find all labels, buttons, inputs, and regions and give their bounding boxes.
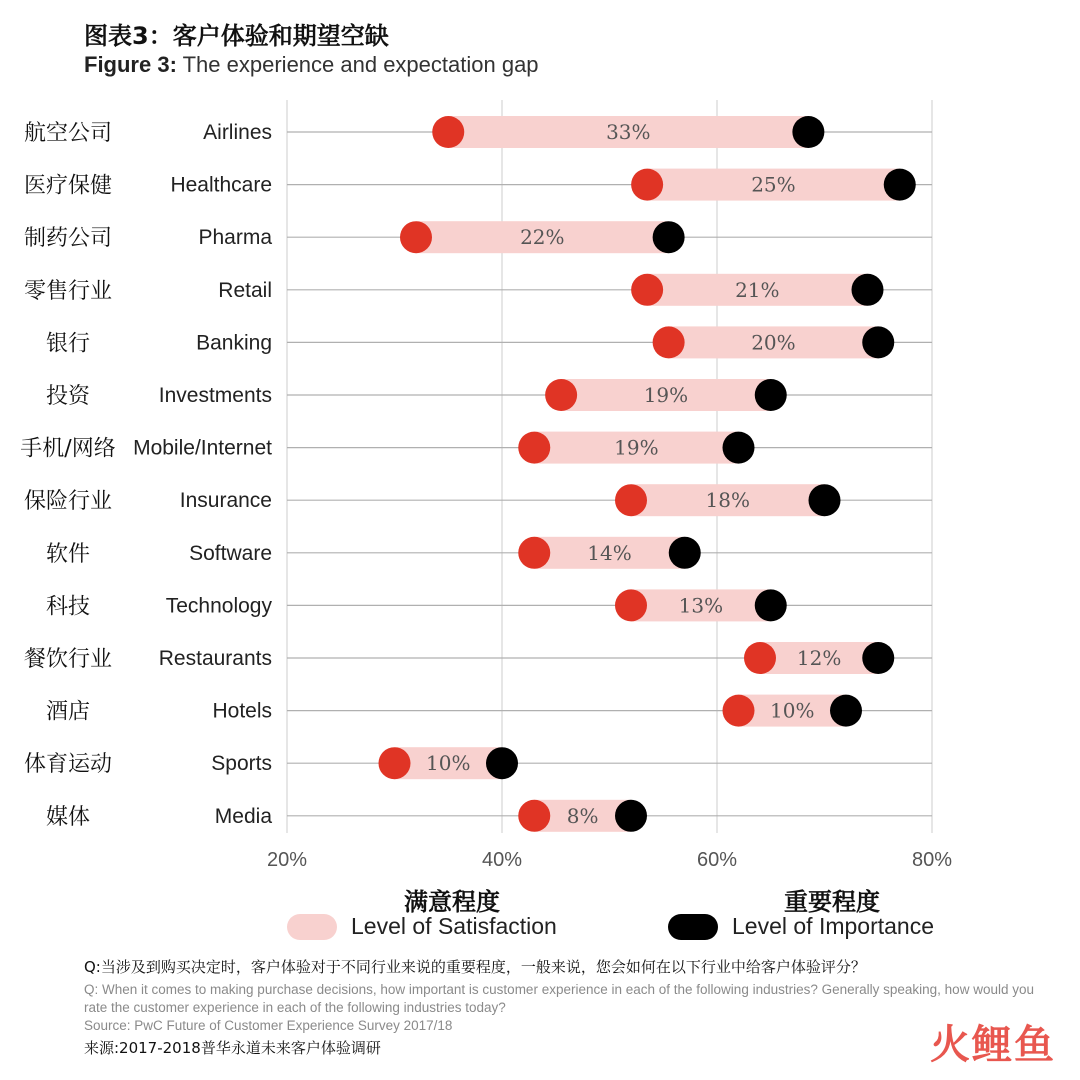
category-label-zh: 科技 <box>45 594 91 620</box>
gap-value-label: 25% <box>751 172 796 197</box>
category-label-zh: 医疗保健 <box>23 173 113 199</box>
gap-value-label: 13% <box>678 593 724 618</box>
category-label-zh: 酒店 <box>45 699 91 725</box>
gap-value-label: 19% <box>614 435 659 460</box>
category-label-zh: 手机/网络 <box>20 436 116 462</box>
gap-value-label: 8% <box>566 803 599 828</box>
importance-dot <box>669 537 701 569</box>
category-label-zh: 投资 <box>45 384 91 409</box>
category-label-en: Banking <box>196 331 272 355</box>
x-tick-label: 20% <box>266 849 308 871</box>
satisfaction-dot <box>432 116 464 148</box>
category-label-zh: 制药公司 <box>23 226 113 252</box>
source-en: Source: PwC Future of Customer Experience Survey 2017/18 <box>84 1018 453 1033</box>
category-label-en: Software <box>189 541 272 565</box>
category-label-en: Insurance <box>179 489 272 513</box>
importance-dot <box>755 589 787 621</box>
legend-importance-zh: 重要程度 <box>784 888 880 916</box>
importance-dot <box>755 379 787 411</box>
category-label-en: Restaurants <box>158 647 272 670</box>
legend-satisfaction-zh: 满意程度 <box>404 888 500 916</box>
legend-swatch-satisfaction <box>287 914 337 940</box>
gap-value-label: 20% <box>751 330 796 355</box>
category-label-en: Airlines <box>203 121 272 144</box>
importance-dot <box>884 169 916 201</box>
category-label-zh: 软件 <box>45 541 91 567</box>
gap-value-label: 19% <box>643 383 689 407</box>
category-label-en: Sports <box>211 752 272 776</box>
category-label-zh: 保险行业 <box>23 489 113 515</box>
category-label-zh: 航空公司 <box>23 121 113 146</box>
satisfaction-dot <box>615 589 647 621</box>
category-label-en: Mobile/Internet <box>133 436 272 460</box>
gap-value-label: 10% <box>426 751 471 776</box>
chart-title-zh: 图表3：客户体验和期望空缺 <box>84 22 389 50</box>
importance-dot <box>653 221 685 253</box>
brand-watermark: 火鲤鱼 <box>930 1022 1056 1068</box>
legend-item-importance <box>668 913 934 940</box>
satisfaction-dot <box>723 695 755 727</box>
legend-swatch-importance <box>668 914 718 940</box>
satisfaction-dot <box>518 537 550 569</box>
importance-dot <box>615 800 647 832</box>
satisfaction-dot <box>545 379 577 411</box>
importance-dot <box>809 484 841 516</box>
satisfaction-dot <box>615 484 647 516</box>
importance-dot <box>862 326 894 358</box>
category-label-zh: 餐饮行业 <box>23 647 113 672</box>
importance-dot <box>852 274 884 306</box>
legend-label-importance: Level of Importance <box>732 913 935 939</box>
source-zh: 来源:2017-2018普华永道未来客户体验调研 <box>84 1039 381 1057</box>
importance-dot <box>723 432 755 464</box>
gap-value-label: 33% <box>606 120 651 144</box>
category-label-en: Healthcare <box>170 173 272 197</box>
satisfaction-dot <box>653 326 685 358</box>
gap-value-label: 22% <box>520 225 565 250</box>
gap-bars-layer <box>395 116 900 832</box>
category-label-zh: 体育运动 <box>23 752 113 778</box>
gap-value-label: 18% <box>705 488 750 513</box>
question-zh: Q:当涉及到购买决定时，客户体验对于不同行业来说的重要程度，一般来说，您会如何在以下行业中给客户体验评分？ <box>84 958 866 976</box>
question-en: Q: When it comes to making purchase decisions, how important is customer experience in each of the following industries? Generally speaking, how would you rate the customer experience in each of the following industries today? <box>84 982 1034 1015</box>
figure-number: Figure 3: <box>84 52 177 77</box>
satisfaction-dot <box>379 747 411 779</box>
gap-value-label: 21% <box>735 277 780 302</box>
x-tick-label: 60% <box>696 849 738 871</box>
figure-title-text: The experience and expectation gap <box>176 52 539 77</box>
gap-value-label: 14% <box>587 540 632 565</box>
satisfaction-dot <box>631 274 663 306</box>
category-label-en: Media <box>214 804 272 828</box>
importance-dot <box>486 747 518 779</box>
category-label-zh: 媒体 <box>45 804 91 830</box>
legend-label-satisfaction: Level of Satisfaction <box>351 913 557 939</box>
category-label-zh: 银行 <box>45 331 91 357</box>
category-label-en: Pharma <box>198 226 272 250</box>
category-label-en: Technology <box>165 594 272 618</box>
x-tick-label: 80% <box>911 849 953 871</box>
satisfaction-dot <box>518 800 550 832</box>
gap-value-label: 12% <box>796 646 842 670</box>
legend-item-satisfaction <box>287 913 557 940</box>
gap-value-label: 10% <box>770 698 815 723</box>
footnotes <box>84 956 1044 1058</box>
category-label-en: Hotels <box>212 699 272 723</box>
satisfaction-dot <box>744 642 776 674</box>
x-tick-label: 40% <box>481 849 523 871</box>
satisfaction-dot <box>518 432 550 464</box>
satisfaction-dot <box>400 221 432 253</box>
importance-dot <box>862 642 894 674</box>
category-label-en: Retail <box>218 278 272 302</box>
satisfaction-dot <box>631 169 663 201</box>
category-label-en: Investments <box>158 384 272 407</box>
importance-dot <box>830 695 862 727</box>
category-label-zh: 零售行业 <box>23 278 113 304</box>
importance-dot <box>792 116 824 148</box>
